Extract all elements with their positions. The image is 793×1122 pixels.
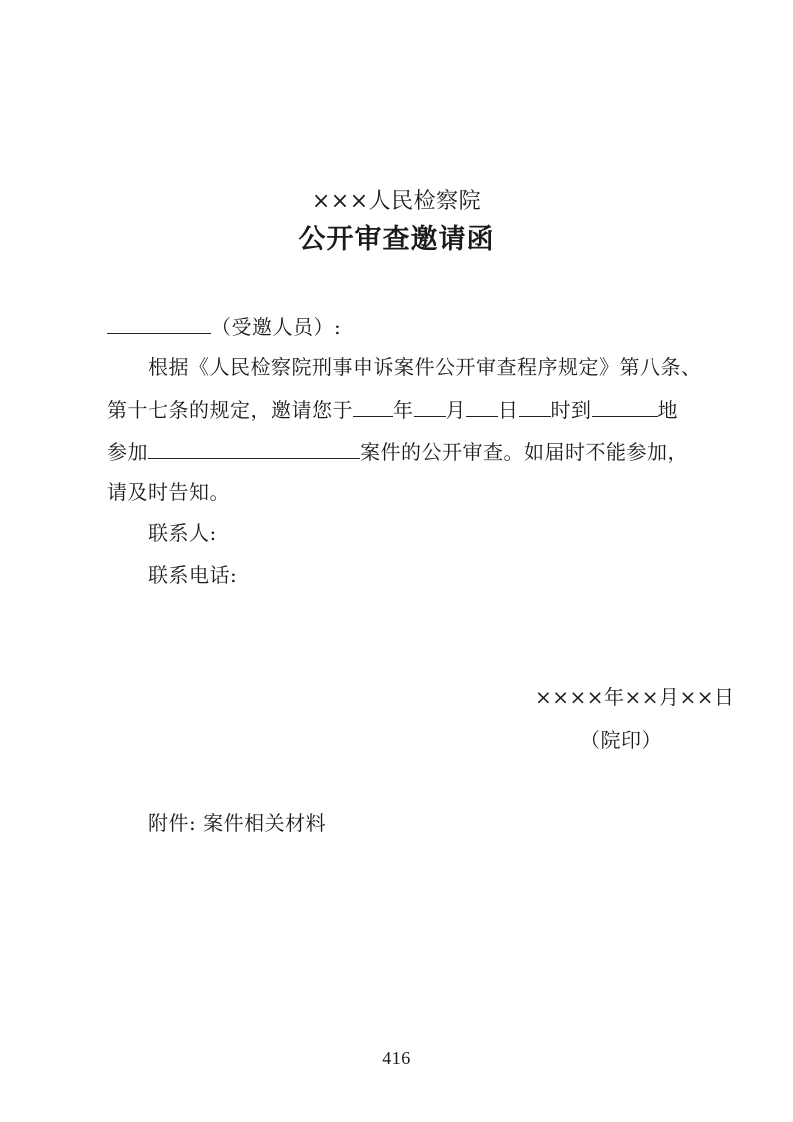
attend-text: 参加 — [107, 440, 148, 464]
hour-blank[interactable] — [519, 396, 551, 417]
month-blank[interactable] — [414, 396, 446, 417]
issue-date: ××××年××月××日 — [535, 685, 735, 709]
paragraph-line-3 — [107, 438, 688, 464]
addressee-blank[interactable] — [107, 313, 211, 334]
month-label: 月 — [445, 398, 466, 422]
place-blank[interactable] — [592, 396, 658, 417]
contact-person: 联系人: — [148, 521, 217, 545]
document-title: 公开审查邀请函 — [298, 224, 495, 255]
attachment-note: 附件: 案件相关材料 — [148, 811, 327, 835]
paragraph-line-4: 请及时告知。 — [107, 480, 230, 504]
addressee-line — [107, 313, 341, 339]
invite-text: 第十七条的规定，邀请您于 — [107, 398, 353, 422]
day-blank[interactable] — [466, 396, 498, 417]
page-number: 416 — [382, 1048, 411, 1068]
procuratorate-name: ×××人民检察院 — [311, 189, 482, 214]
contact-phone: 联系电话: — [148, 563, 238, 587]
case-text: 案件的公开审查。如届时不能参加， — [360, 440, 688, 464]
year-blank[interactable] — [353, 396, 393, 417]
year-label: 年 — [393, 398, 414, 422]
seal-label: （院印） — [580, 728, 662, 752]
place-label: 地 — [657, 398, 678, 422]
paragraph-line-1: 根据《人民检察院刑事申诉案件公开审查程序规定》第八条、 — [148, 355, 702, 379]
paragraph-line-2 — [107, 396, 678, 422]
hour-label: 时到 — [550, 398, 592, 422]
day-label: 日 — [498, 398, 519, 422]
addressee-label: （受邀人员）: — [211, 315, 342, 339]
case-blank[interactable] — [148, 438, 360, 459]
